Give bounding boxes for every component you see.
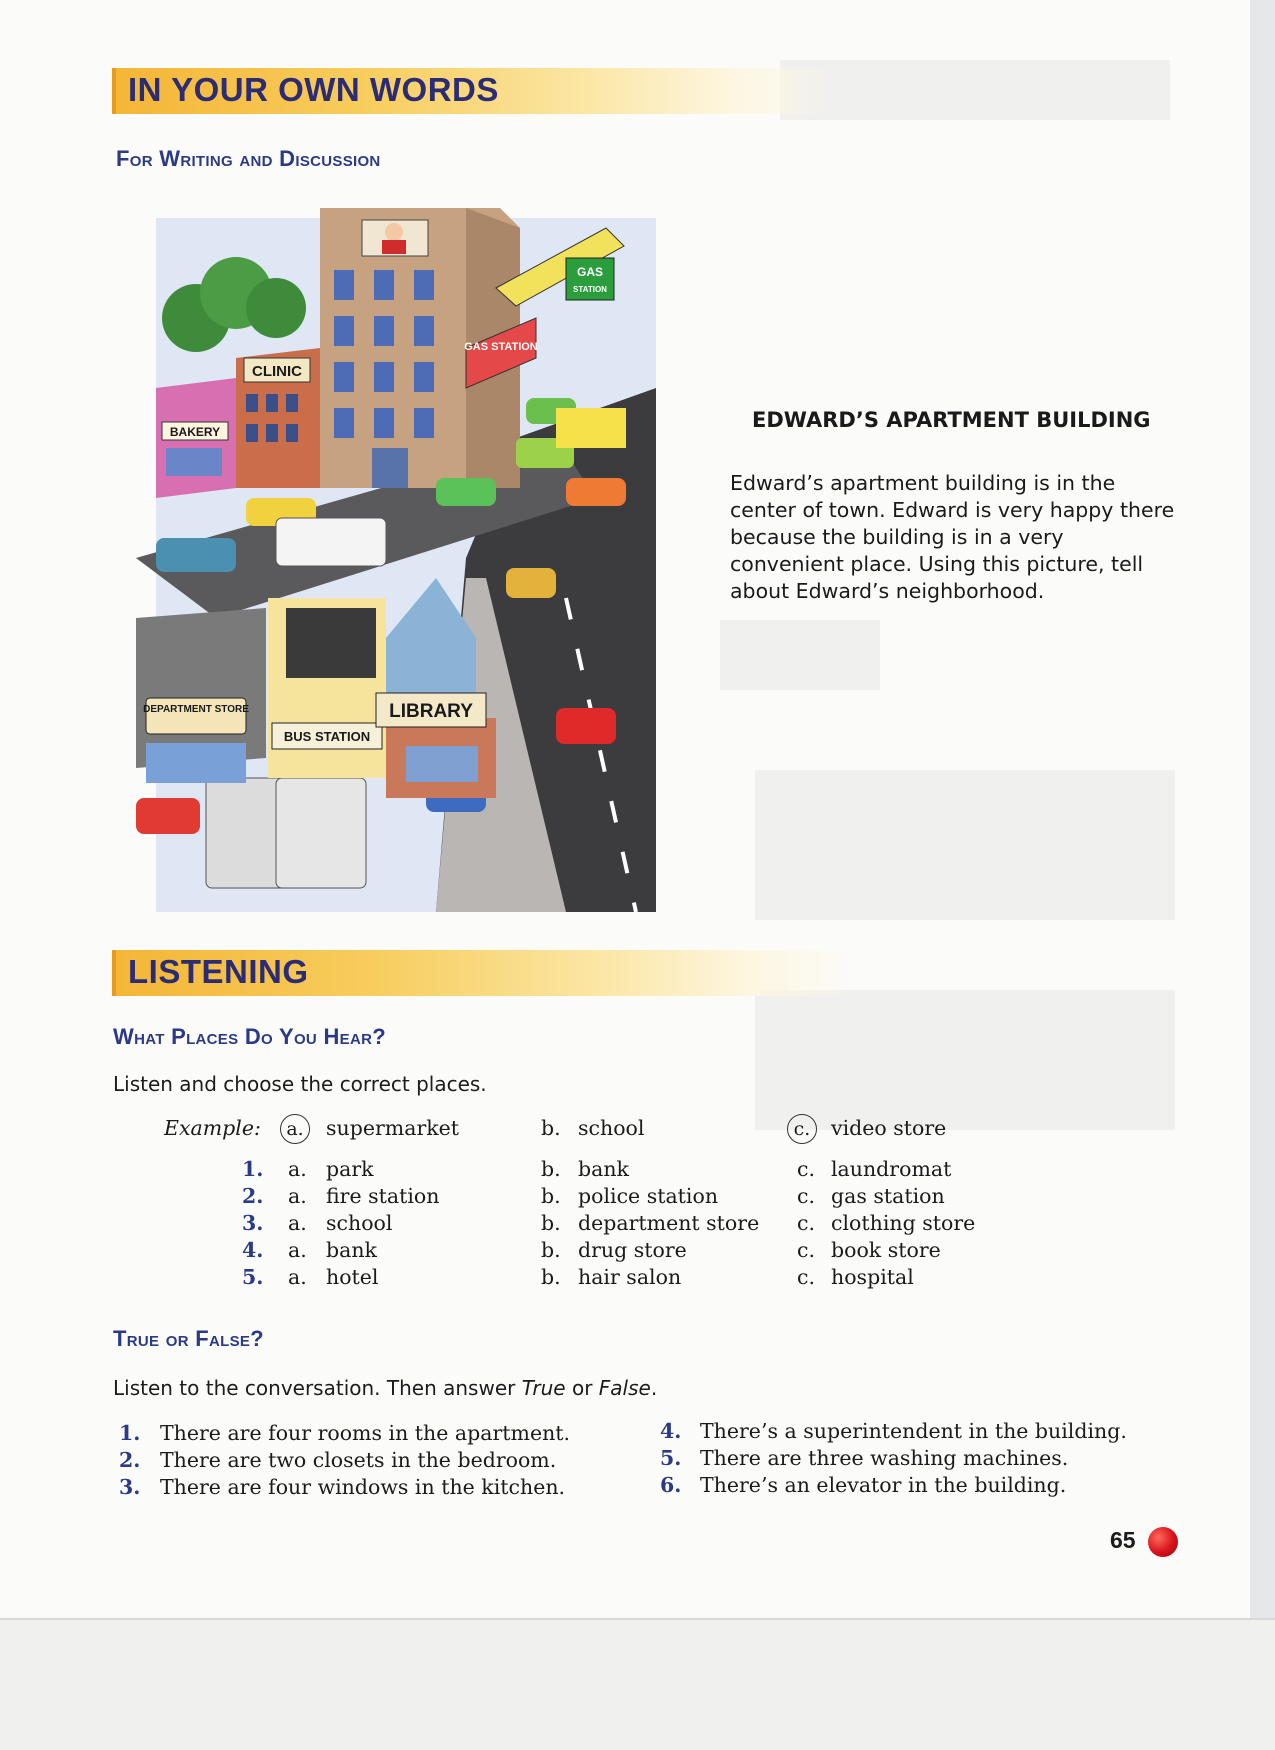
sign-bakery: BAKERY bbox=[169, 425, 221, 439]
item-b-text: hair salon bbox=[578, 1265, 682, 1289]
item-b-letter: b. bbox=[541, 1211, 561, 1235]
sign-gas: GAS bbox=[576, 265, 604, 279]
example-choice-c bbox=[787, 1114, 817, 1144]
item-b-letter: b. bbox=[541, 1238, 561, 1262]
sign-department-store: DEPARTMENT STORE bbox=[143, 704, 249, 715]
example-choice-a bbox=[280, 1114, 310, 1144]
item-number: 5. bbox=[242, 1265, 264, 1289]
item-b-text: drug store bbox=[578, 1238, 687, 1262]
example-b-letter: b. bbox=[541, 1116, 561, 1140]
page-bottom-rule bbox=[0, 1618, 1275, 1620]
apartment-door bbox=[372, 448, 408, 488]
item-c-letter: c. bbox=[797, 1265, 815, 1289]
item-a-letter: a. bbox=[288, 1157, 307, 1181]
bakery-window bbox=[166, 448, 222, 476]
example-label: Example: bbox=[164, 1116, 261, 1140]
tf-statement: There are two closets in the bedroom. bbox=[160, 1448, 557, 1472]
places-instruction: Listen and choose the correct places. bbox=[113, 1072, 487, 1096]
bleed-through-block bbox=[780, 60, 1170, 120]
section-banner-listening bbox=[112, 950, 856, 996]
item-a-text: fire station bbox=[326, 1184, 440, 1208]
item-number: 4. bbox=[242, 1238, 264, 1262]
tf-statement: There are four windows in the kitchen. bbox=[160, 1475, 566, 1499]
item-a-letter: a. bbox=[288, 1265, 307, 1289]
department-store-windows bbox=[146, 743, 246, 783]
sign-clinic: CLINIC bbox=[252, 363, 302, 380]
library-window bbox=[406, 746, 478, 782]
truefalse-subhead: True or False? bbox=[113, 1326, 264, 1351]
item-a-text: hotel bbox=[326, 1265, 379, 1289]
item-b-letter: b. bbox=[541, 1184, 561, 1208]
item-b-text: department store bbox=[578, 1211, 760, 1235]
section-title-words: IN YOUR OWN WORDS bbox=[128, 71, 499, 108]
item-b-text: bank bbox=[578, 1157, 629, 1181]
example-circled-a: a. bbox=[280, 1114, 310, 1144]
tf-number: 5. bbox=[660, 1446, 682, 1470]
page-edge bbox=[1250, 0, 1275, 1620]
item-a-letter: a. bbox=[288, 1211, 307, 1235]
item-c-text: clothing store bbox=[831, 1211, 976, 1235]
item-number: 3. bbox=[242, 1211, 264, 1235]
sign-gas-station-small: STATION bbox=[573, 285, 607, 294]
item-b-text: police station bbox=[578, 1184, 719, 1208]
example-b-text: school bbox=[578, 1116, 645, 1140]
truefalse-instruction bbox=[113, 1376, 657, 1400]
instruction-period: . bbox=[650, 1376, 658, 1400]
item-c-text: laundromat bbox=[831, 1157, 952, 1181]
example-circled-c: c. bbox=[787, 1114, 817, 1144]
item-a-text: school bbox=[326, 1211, 393, 1235]
bleed-through-block bbox=[755, 770, 1175, 920]
tf-statement: There are three washing machines. bbox=[700, 1446, 1069, 1470]
tf-statement: There’s an elevator in the building. bbox=[700, 1473, 1067, 1497]
page-number: 65 bbox=[1110, 1527, 1136, 1553]
item-number: 2. bbox=[242, 1184, 264, 1208]
item-a-letter: a. bbox=[288, 1238, 307, 1262]
sign-library: LIBRARY bbox=[389, 701, 473, 722]
tf-statement: There’s a superintendent in the building. bbox=[700, 1419, 1127, 1443]
item-c-letter: c. bbox=[797, 1184, 815, 1208]
tf-number: 2. bbox=[119, 1448, 141, 1472]
neighborhood-illustration bbox=[136, 198, 676, 912]
item-b-letter: b. bbox=[541, 1157, 561, 1181]
false-word: False bbox=[598, 1376, 651, 1400]
item-c-text: hospital bbox=[831, 1265, 914, 1289]
tf-number: 6. bbox=[660, 1473, 682, 1497]
tf-number: 4. bbox=[660, 1419, 682, 1443]
writing-subhead: For Writing and Discussion bbox=[116, 146, 381, 171]
item-a-text: park bbox=[326, 1157, 374, 1181]
item-a-letter: a. bbox=[288, 1184, 307, 1208]
item-c-letter: c. bbox=[797, 1211, 815, 1235]
item-c-letter: c. bbox=[797, 1238, 815, 1262]
tree bbox=[246, 278, 306, 338]
page-bottom bbox=[0, 1620, 1275, 1750]
section-title-listening: LISTENING bbox=[128, 953, 309, 990]
item-number: 1. bbox=[242, 1157, 264, 1181]
tf-number: 3. bbox=[119, 1475, 141, 1499]
sign-gas-station: GAS STATION bbox=[464, 341, 538, 353]
example-c-text: video store bbox=[831, 1116, 947, 1140]
story-body: Edward’s apartment building is in the center of town. Edward is very happy there because the building is in a very convenient place. Using this picture, tell about Edward’s neighborhood. bbox=[730, 471, 1175, 603]
item-b-letter: b. bbox=[541, 1265, 561, 1289]
edward-icon bbox=[385, 223, 403, 241]
item-c-text: book store bbox=[831, 1238, 941, 1262]
true-word: True bbox=[521, 1376, 566, 1400]
bleed-through-block bbox=[755, 990, 1175, 1130]
bus-station-roof bbox=[286, 608, 376, 678]
sign-bus-station: BUS STATION bbox=[283, 729, 371, 744]
example-a-text: supermarket bbox=[326, 1116, 460, 1140]
section-banner-words bbox=[112, 68, 836, 114]
item-a-text: bank bbox=[326, 1238, 377, 1262]
page-dot-icon bbox=[1148, 1527, 1178, 1557]
item-c-letter: c. bbox=[797, 1157, 815, 1181]
truefalse-instruction-text: Listen to the conversation. Then answer bbox=[113, 1376, 522, 1400]
item-c-text: gas station bbox=[831, 1184, 945, 1208]
places-subhead: What Places Do You Hear? bbox=[113, 1024, 386, 1049]
tf-number: 1. bbox=[119, 1421, 141, 1445]
tf-statement: There are four rooms in the apartment. bbox=[160, 1421, 571, 1445]
story-title: EDWARD’S APARTMENT BUILDING bbox=[752, 408, 1151, 432]
or-word: or bbox=[565, 1376, 599, 1400]
bleed-through-block bbox=[720, 620, 880, 690]
edward-shirt bbox=[382, 240, 406, 254]
